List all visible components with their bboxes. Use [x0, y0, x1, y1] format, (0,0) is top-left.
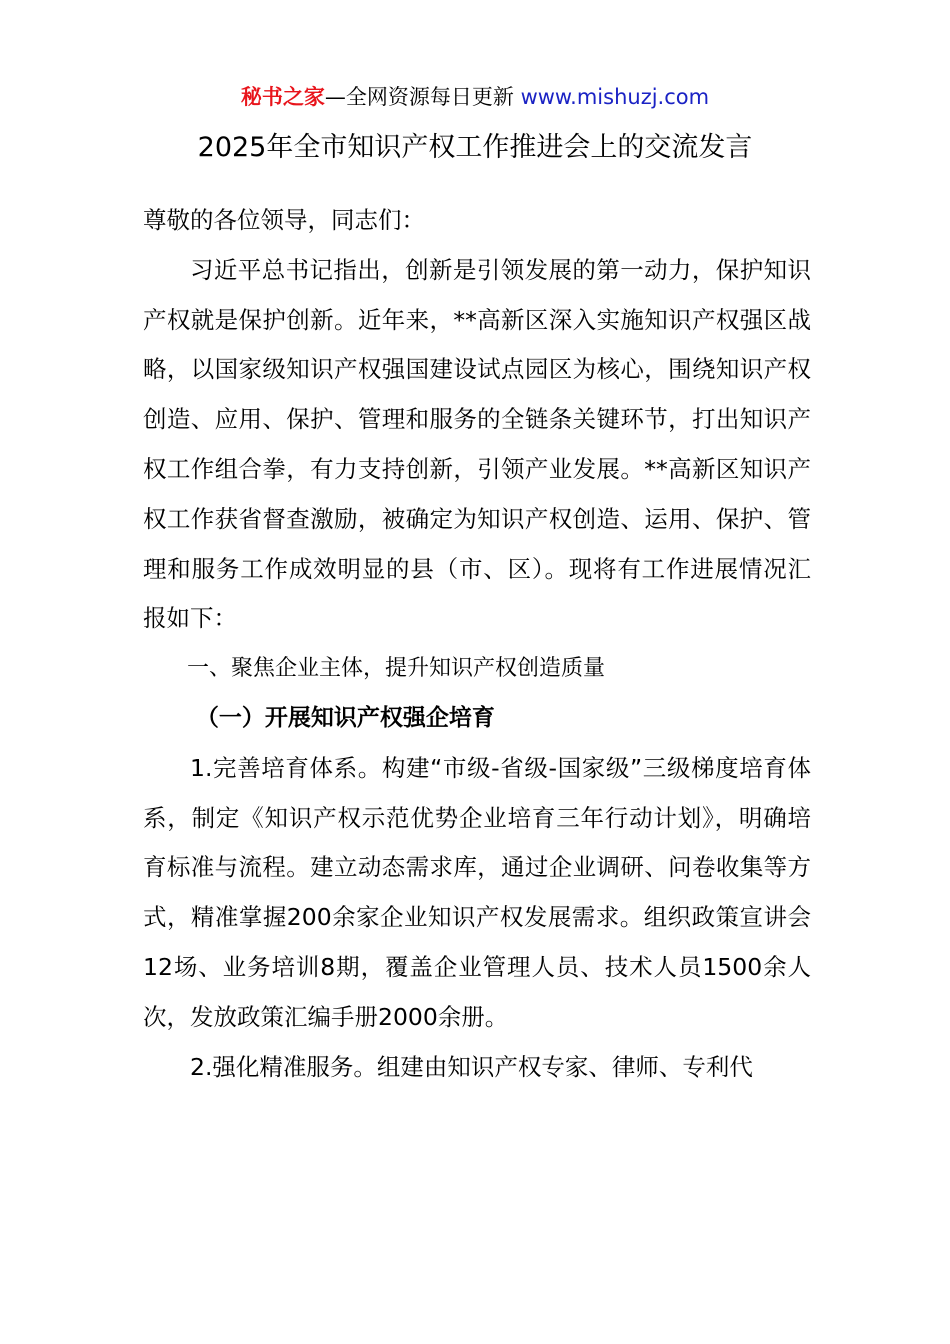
paragraph-1: 1.完善培育体系。构建“市级-省级-国家级”三级梯度培育体系，制定《知识产权示范优势企业培育三年行动计划》，明确培育标准与流程。建立动态需求库，通过企业调研、问卷收集等方式，精准掌握200余家企业知识产权发展需求。组织政策宣讲会12场、业务培训8期，覆盖企业管理人员、技术人员1500余人次，发放政策汇编手册2000余册。 [143, 753, 811, 1031]
section-heading: 一、聚焦企业主体，提升知识产权创造质量 [187, 656, 606, 682]
site-tagline: —全网资源每日更新 [324, 85, 521, 109]
document-title: 2025年全市知识产权工作推进会上的交流发言 [197, 132, 753, 163]
document-body [143, 196, 811, 1092]
site-url-link[interactable]: www.mishuzj.com [520, 85, 710, 109]
greeting: 尊敬的各位领导，同志们： [143, 206, 425, 234]
paragraph-2: 2.强化精准服务。组建由知识产权专家、律师、专利代 [190, 1052, 753, 1081]
subsection-heading: （一）开展知识产权强企培育 [195, 704, 495, 731]
site-brand: 秘书之家 [240, 85, 325, 109]
site-header [0, 80, 950, 114]
intro-paragraph: 习近平总书记指出，创新是引领发展的第一动力，保护知识产权就是保护创新。近年来，**高新区深入实施知识产权强区战略，以国家级知识产权强国建设试点园区为核心，围绕知识产权创造、应用、保护、管理和服务的全链条关键环节，打出知识产权工作组合拳，有力支持创新，引领产业发展。**高新区知识产权工作获省督查激励，被确定为知识产权创造、运用、保护、管理和服务工作成效明显的县（市、区）。现将有工作进展情况汇报如下： [143, 255, 811, 633]
